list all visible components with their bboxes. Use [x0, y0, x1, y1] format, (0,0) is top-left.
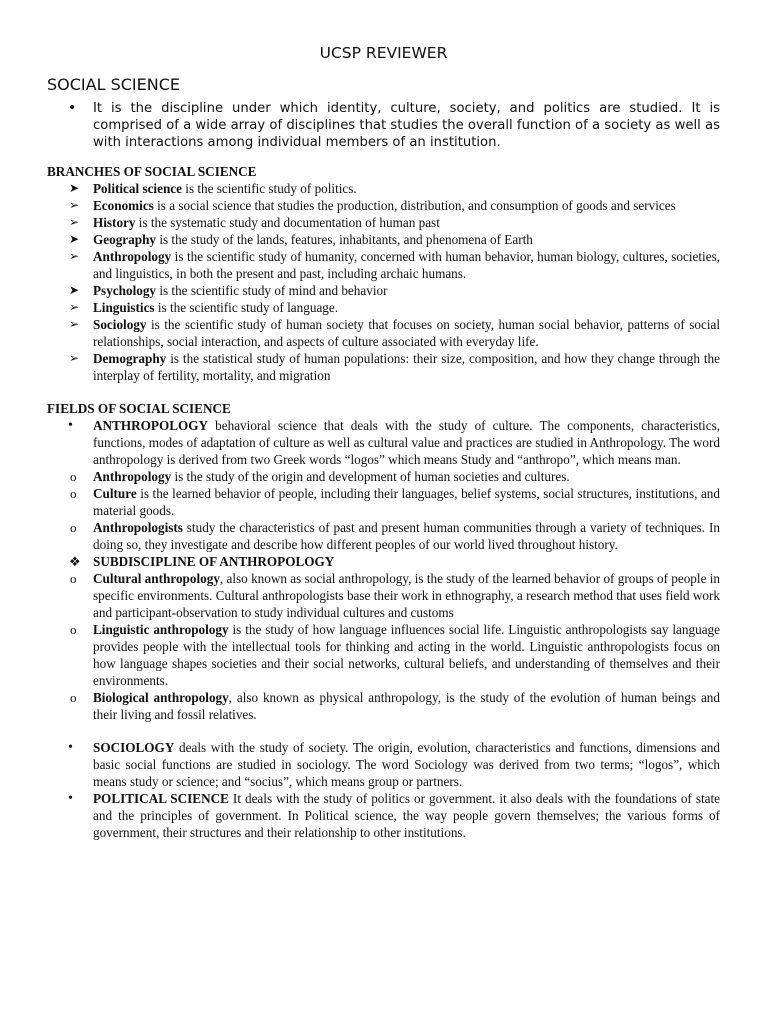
list-item [47, 282, 720, 299]
definition: is the scientific study of politics. [181, 181, 357, 196]
list-item [47, 485, 720, 519]
list-item [47, 553, 720, 570]
fields-heading: FIELDS OF SOCIAL SCIENCE [47, 401, 231, 416]
term: Psychology [93, 283, 157, 298]
list-item [47, 316, 720, 350]
list-item [47, 519, 720, 553]
definition: deals with the study of society. The origin, evolution, characteristics and functions, dimensions and basic social functions are studied in sociology. The word Sociology was derived from two terms; “logos”, which means study or science; and “socius”, which means group or partners. [93, 740, 720, 789]
arrow-bullet-icon: ➢ [69, 198, 80, 212]
definition: , also known as social anthropology, is the study of the learned behavior of groups of people in specific environments. Cultural anthropologists base their work in ethnography, a research method that uses field work and participant-observation to study individual cultures and customs [93, 571, 720, 620]
term: Culture [93, 486, 137, 501]
list-item [47, 739, 720, 790]
definition: is the scientific study of humanity, concerned with human behavior, human biology, cultures, societies, and linguistics, in both the present and past, including archaic humans. [93, 249, 720, 281]
list-item [47, 468, 720, 485]
spacer [47, 723, 720, 739]
bullet-icon: • [68, 791, 73, 806]
term: Political science [93, 181, 182, 196]
definition: is the study of the lands, features, inhabitants, and phenomena of Earth [156, 232, 533, 247]
list-item [47, 180, 720, 197]
arrow-bullet-icon: ➤ [69, 232, 80, 246]
definition: is the systematic study and documentation of human past [135, 215, 440, 230]
term: POLITICAL SCIENCE [93, 791, 229, 806]
definition: is the scientific study of mind and behavior [156, 283, 388, 298]
definition: is the statistical study of human populations: their size, composition, and how they change through the interplay of fertility, mortality, and migration [93, 351, 720, 383]
term: History [93, 215, 136, 230]
fields-list [47, 417, 720, 723]
list-item [47, 689, 720, 723]
bullet-icon: • [68, 740, 73, 755]
subdiscipline-heading: SUBDISCIPLINE OF ANTHROPOLOGY [93, 554, 335, 569]
definition: It deals with the study of politics or government. it also deals with the foundations of state and the principles of government. In Political science, the way people govern themselves; the various forms of government, their structures and their relationship to other institutions. [93, 791, 720, 840]
term: Cultural anthropology [93, 571, 220, 586]
intro-paragraph [47, 100, 720, 151]
list-item [47, 790, 720, 841]
list-item [47, 570, 720, 621]
bullet-icon: • [68, 100, 77, 116]
definition: is a social science that studies the production, distribution, and consumption of goods and services [153, 198, 676, 213]
circle-bullet-icon: o [70, 520, 77, 535]
definition: , also known as physical anthropology, is the study of the evolution of human beings and their living and fossil relatives. [93, 690, 720, 722]
arrow-bullet-icon: ➢ [69, 351, 80, 365]
list-item [47, 299, 720, 316]
arrow-bullet-icon: ➢ [69, 215, 80, 229]
term: SOCIOLOGY [93, 740, 175, 755]
term: Linguistic anthropology [93, 622, 229, 637]
arrow-bullet-icon: ➤ [69, 181, 80, 195]
list-item [47, 248, 720, 282]
arrow-bullet-icon: ➤ [69, 283, 80, 297]
circle-bullet-icon: o [70, 690, 77, 705]
branches-heading: BRANCHES OF SOCIAL SCIENCE [47, 164, 257, 179]
list-item [47, 231, 720, 248]
circle-bullet-icon: o [70, 486, 77, 501]
diamond-bullet-icon: ❖ [69, 554, 81, 569]
intro-text: It is the discipline under which identity, culture, society, and politics are studied. It is comprised of a wide array of disciplines that studies the overall function of a society as well as with interactions among individual members of an institution. [93, 101, 720, 150]
circle-bullet-icon: o [70, 571, 77, 586]
term: Linguistics [93, 300, 155, 315]
term: Sociology [93, 317, 147, 332]
arrow-bullet-icon: ➢ [69, 300, 80, 314]
term: Economics [93, 198, 154, 213]
list-item [47, 197, 720, 214]
definition: behavioral science that deals with the study of culture. The components, characteristics, functions, modes of adaptation of culture as well as cultural value and practices are studied in Anthropology. The word anthropology is derived from two Greek words “logos” which means Study and “anthropo”, which means man. [93, 418, 720, 467]
arrow-bullet-icon: ➢ [69, 317, 80, 331]
branches-list [47, 180, 720, 384]
definition: study the characteristics of past and present human communities through a variety of techniques. In doing so, they investigate and describe how different peoples of our world lived throughout history. [93, 520, 720, 552]
definition: is the scientific study of human society that focuses on society, human social behavior, patterns of social relationships, social interaction, and aspects of culture associated with everyday life. [93, 317, 720, 349]
definition: is the scientific study of language. [154, 300, 339, 315]
term: Anthropology [93, 249, 172, 264]
definition: is the learned behavior of people, including their languages, belief systems, social structures, institutions, and material goods. [93, 486, 720, 518]
list-item [47, 621, 720, 689]
term: Biological anthropology [93, 690, 229, 705]
document-title: UCSP REVIEWER [319, 44, 448, 62]
bullet-icon: • [68, 418, 73, 433]
term: Anthropologists [93, 520, 183, 535]
definition: is the study of the origin and development of human societies and cultures. [171, 469, 570, 484]
term: ANTHROPOLOGY [93, 418, 209, 433]
definition: is the study of how language influences social life. Linguistic anthropologists say language provides people with the intellectual tools for thinking and acting in the world. Linguistic anthropologists focus on how language shapes societies and their social networks, cultural beliefs, and understanding of themselves and their environments. [93, 622, 720, 688]
section-heading-social-science: SOCIAL SCIENCE [47, 75, 180, 94]
term: Anthropology [93, 469, 172, 484]
term: Geography [93, 232, 157, 247]
list-item [47, 350, 720, 384]
term: Demography [93, 351, 167, 366]
circle-bullet-icon: o [70, 469, 77, 484]
list-item [47, 214, 720, 231]
list-item [47, 417, 720, 468]
circle-bullet-icon: o [70, 622, 77, 637]
fields-list-continued [47, 739, 720, 841]
spacer [47, 384, 720, 400]
arrow-bullet-icon: ➢ [69, 249, 80, 263]
